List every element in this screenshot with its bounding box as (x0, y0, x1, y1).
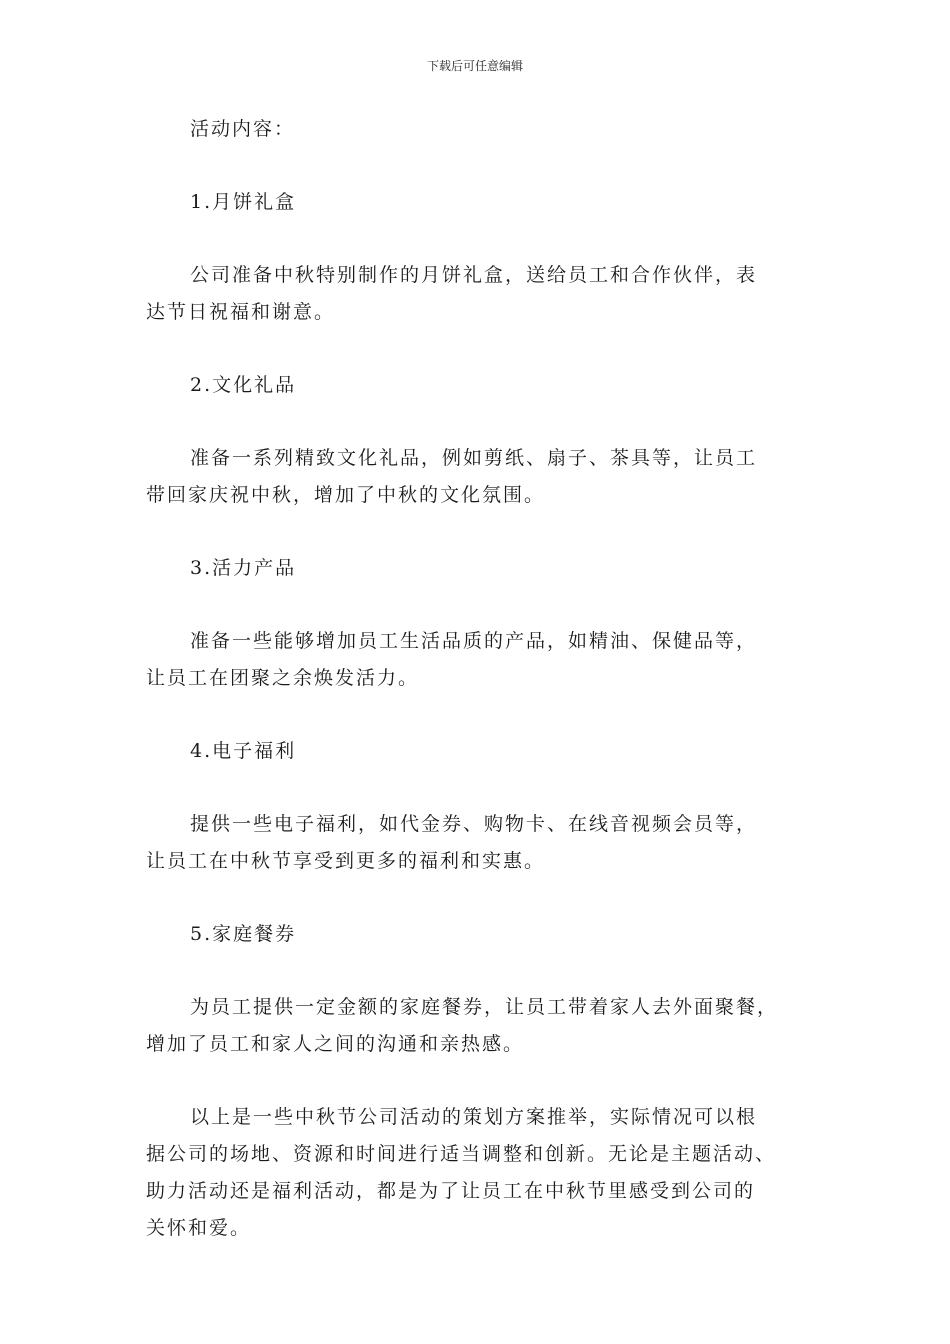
section-5-paragraph (146, 989, 806, 1063)
section-5-line-1: 为员工提供一定金额的家庭餐券，让员工带着家人去外面聚餐， (190, 996, 779, 1018)
section-5-heading: 5.家庭餐券 (190, 923, 297, 945)
section-2-heading: 2.文化礼品 (190, 374, 297, 396)
section-5-line-2: 增加了员工和家人之间的沟通和亲热感。 (146, 1033, 525, 1055)
section-4-paragraph (146, 806, 806, 880)
section-3-paragraph (146, 623, 806, 697)
intro-heading: 活动内容： (190, 118, 296, 140)
section-4-line-2: 让员工在中秋节享受到更多的福利和实惠。 (146, 850, 546, 872)
conclusion-paragraph (146, 1099, 806, 1247)
section-3-line-2: 让员工在团聚之余焕发活力。 (146, 667, 420, 689)
conclusion-line-2: 据公司的场地、资源和时间进行适当调整和创新。无论是主题活动、 (146, 1143, 777, 1165)
conclusion-line-4: 关怀和爱。 (146, 1217, 252, 1239)
section-1-line-2: 达节日祝福和谢意。 (146, 301, 336, 323)
section-2-line-2: 带回家庆祝中秋，增加了中秋的文化氛围。 (146, 484, 546, 506)
section-1-line-1: 公司准备中秋特别制作的月饼礼盒，送给员工和合作伙伴，表 (190, 264, 758, 286)
section-2-paragraph (146, 440, 806, 514)
section-1-paragraph (146, 257, 806, 331)
section-3-heading: 3.活力产品 (190, 557, 297, 579)
download-note: 下载后可任意编辑 (426, 59, 523, 73)
conclusion-line-1: 以上是一些中秋节公司活动的策划方案推举，实际情况可以根 (190, 1106, 758, 1128)
section-4-line-1: 提供一些电子福利，如代金券、购物卡、在线音视频会员等， (190, 813, 758, 835)
section-3-line-1: 准备一些能够增加员工生活品质的产品，如精油、保健品等， (190, 630, 758, 652)
section-4-heading: 4.电子福利 (190, 740, 297, 762)
section-1-heading: 1.月饼礼盒 (190, 191, 297, 213)
section-2-line-1: 准备一系列精致文化礼品，例如剪纸、扇子、茶具等，让员工 (190, 447, 758, 469)
conclusion-line-3: 助力活动还是福利活动，都是为了让员工在中秋节里感受到公司的 (146, 1180, 756, 1202)
document-body (146, 111, 806, 1247)
